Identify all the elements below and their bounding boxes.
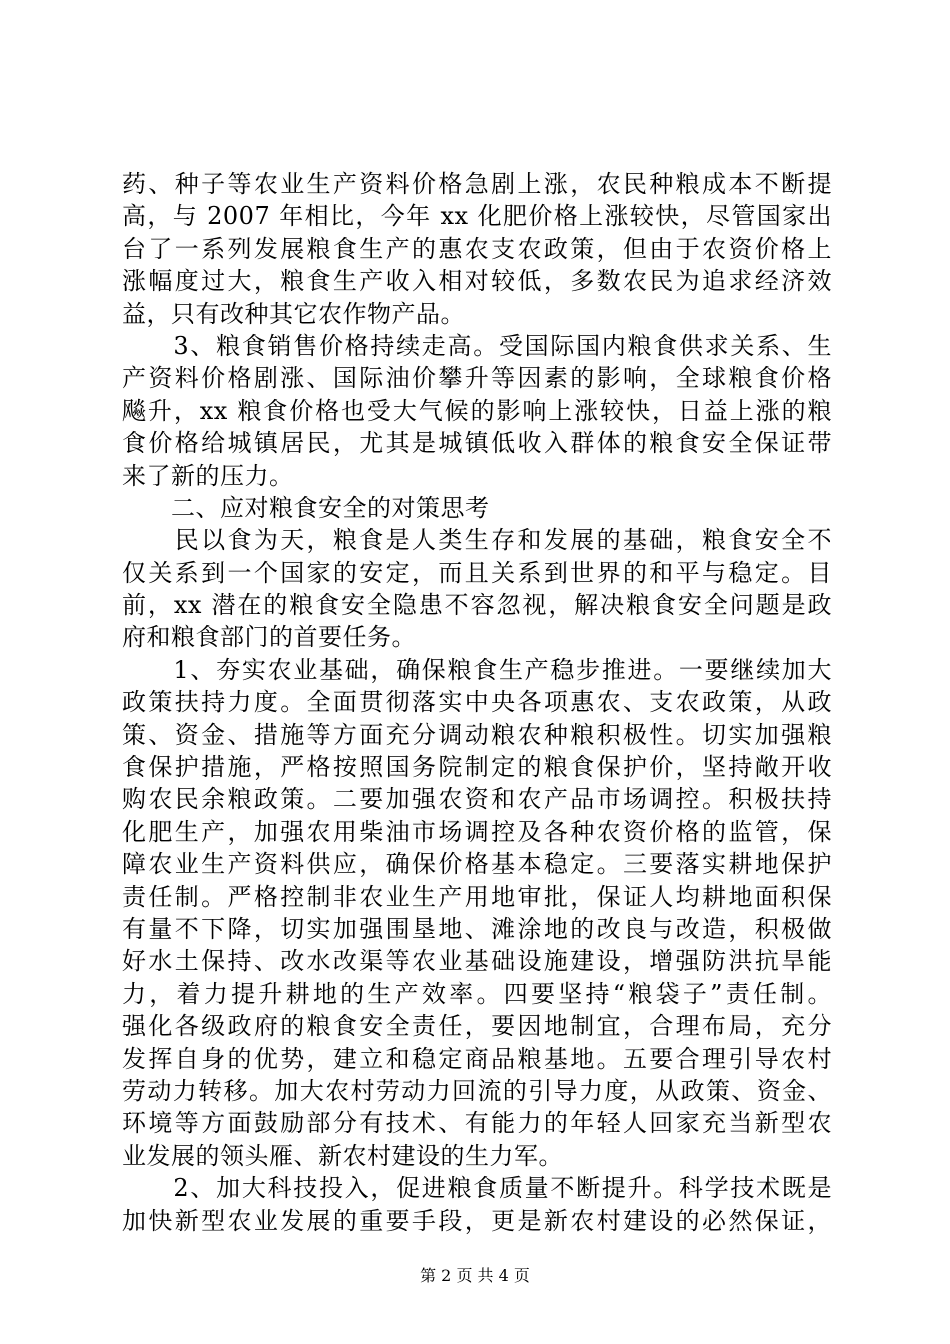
text-line: 有量不下降，切实加强围垦地、滩涂地的改良与改造，积极做: [122, 914, 832, 943]
text-line: 产资料价格剧涨、国际油价攀升等因素的影响，全球粮食价格: [122, 364, 832, 393]
text-line: 1、夯实农业基础，确保粮食生产稳步推进。一要继续加大: [122, 655, 832, 684]
text-line: 加快新型农业发展的重要手段，更是新农村建设的必然保证，: [122, 1206, 832, 1235]
text-line: 食价格给城镇居民，尤其是城镇低收入群体的粮食安全保证带: [122, 429, 832, 458]
text-line: 二、应对粮食安全的对策思考: [122, 493, 490, 522]
text-line: 食保护措施，严格按照国务院制定的粮食保护价，坚持敞开收: [122, 753, 832, 782]
text-line: 府和粮食部门的首要任务。: [122, 623, 416, 652]
text-line: 高，与 2007 年相比，今年 xx 化肥价格上涨较快，尽管国家出: [122, 202, 832, 231]
text-line: 前，xx 潜在的粮食安全隐患不容忽视，解决粮食安全问题是政: [122, 591, 832, 620]
text-line: 化肥生产，加强农用柴油市场调控及各种农资价格的监管，保: [122, 817, 832, 846]
text-line: 仅关系到一个国家的安定，而且关系到世界的和平与稳定。目: [122, 558, 832, 587]
text-line: 业发展的领头雁、新农村建设的生力军。: [122, 1141, 563, 1170]
text-line: 益，只有改种其它农作物产品。: [122, 299, 465, 328]
text-line: 责任制。严格控制非农业生产用地审批，保证人均耕地面积保: [122, 882, 832, 911]
text-line: 策、资金、措施等方面充分调动粮农种粮积极性。切实加强粮: [122, 720, 832, 749]
text-line: 民以食为天，粮食是人类生存和发展的基础，粮食安全不: [122, 526, 832, 555]
text-line: 购农民余粮政策。二要加强农资和农产品市场调控。积极扶持: [122, 785, 832, 814]
text-line: 药、种子等农业生产资料价格急剧上涨，农民种粮成本不断提: [122, 170, 832, 198]
text-line: 好水土保持、改水改渠等农业基础设施建设，增强防洪抗旱能: [122, 947, 832, 976]
text-line: 劳动力转移。加大农村劳动力回流的引导力度，从政策、资金、: [122, 1076, 832, 1105]
text-line: 来了新的压力。: [122, 461, 294, 490]
text-line: 发挥自身的优势，建立和稳定商品粮基地。五要合理引导农村: [122, 1044, 832, 1073]
text-line: 环境等方面鼓励部分有技术、有能力的年轻人回家充当新型农: [122, 1109, 832, 1138]
text-line: 涨幅度过大，粮食生产收入相对较低，多数农民为追求经济效: [122, 267, 832, 296]
text-line: 强化各级政府的粮食安全责任，要因地制宜，合理布局，充分: [122, 1012, 832, 1041]
text-line: 力，着力提升耕地的生产效率。四要坚持“粮袋子”责任制。: [122, 979, 832, 1008]
text-line: 台了一系列发展粮食生产的惠农支农政策，但由于农资价格上: [122, 234, 832, 263]
text-line: 政策扶持力度。全面贯彻落实中央各项惠农、支农政策，从政: [122, 688, 832, 717]
text-line: 障农业生产资料供应，确保价格基本稳定。三要落实耕地保护: [122, 850, 832, 879]
page-footer: 第 2 页 共 4 页: [420, 1266, 530, 1285]
body-text: [122, 168, 832, 1237]
text-line: 飚升，xx 粮食价格也受大气候的影响上涨较快，日益上涨的粮: [122, 396, 832, 425]
text-line: 2、加大科技投入，促进粮食质量不断提升。科学技术既是: [122, 1174, 832, 1203]
text-line: 3、粮食销售价格持续走高。受国际国内粮食供求关系、生: [122, 331, 832, 360]
